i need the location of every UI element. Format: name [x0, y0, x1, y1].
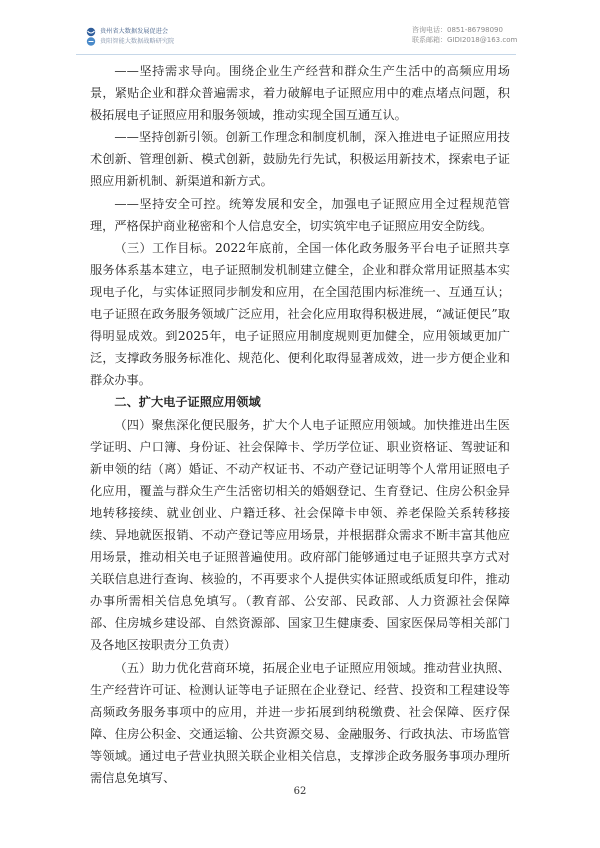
section-heading: 二、扩大电子证照应用领域: [114, 395, 261, 410]
paragraph-innovation: ——坚持创新引领。创新工作理念和制度机制，深入推进电子证照应用技术创新、管理创新、模式创新，鼓励先行先试，积极运用新技术，探索电子证照应用新机制、新渠道和新方式。: [90, 130, 510, 189]
logo-emblem-icon: [84, 27, 98, 47]
logo-line-1: 贵州省大数据发展促进会: [100, 28, 169, 35]
page-number: 62: [293, 786, 307, 797]
contact-info: [412, 25, 517, 45]
document-body: [90, 60, 510, 789]
paragraph-personal-certificates: （四）聚焦深化便民服务，扩大个人电子证照应用领域。加快推进出生医学证明、户口簿、身份证、社会保障卡、学历学位证、职业资格证、驾驶证和新申领的结（离）婚证、不动产权证书、不动产登记证明等个人常用证照电子化应用，覆盖与群众生产生活密切相关的婚姻登记、生育登记、住房公积金异地转移接续、就业创业、户籍迁移、社会保障卡申领、养老保险关系转移接续、异地就医报销、不动产登记等应用场景，并根据群众需求不断丰富其他应用场景，推动相关电子证照普遍使用。政府部门能够通过电子证照共享方式对关联信息进行查询、核验的，不再要求个人提供实体证照或纸质复印件，推动办事所需相关信息免填写。（教育部、公安部、民政部、人力资源社会保障部、住房城乡建设部、自然资源部、国家卫生健康委、国家医保局等相关部门及各地区按职责分工负责）: [90, 417, 510, 653]
paragraph-demand-oriented: ——坚持需求导向。围绕企业生产经营和群众生产生活中的高频应用场景，紧贴企业和群众普遍需求，着力破解电子证照应用中的难点堵点问题，积极拓展电子证照应用和服务领域，推动实现全国互通互认。: [90, 64, 510, 123]
paragraph-security: ——坚持安全可控。统筹发展和安全，加强电子证照应用全过程规范管理，严格保护商业秘密和个人信息安全，切实筑牢电子证照应用安全防线。: [90, 196, 510, 233]
logo-line-2: 贵阳智能大数据战略研究院: [100, 37, 175, 45]
header-divider: [76, 54, 516, 55]
contact-email: 联系邮箱：GIDI2018@163.com: [412, 36, 518, 44]
paragraph-enterprise-certificates: （五）助力优化营商环境，拓展企业电子证照应用领域。推动营业执照、生产经营许可证、检测认证等电子证照在企业登记、经营、投资和工程建设等高频政务服务事项中的应用，并进一步拓展到纳税缴费、社会保障、医疗保障、住房公积金、交通运输、公共资源交易、金融服务、行政执法、市场监管等领域。通过电子营业执照关联企业相关信息，支撑涉企政务服务事项办理所需信息免填写、: [90, 660, 510, 785]
contact-phone: 咨询电话：0851-86798090: [412, 26, 503, 34]
page-header: [0, 0, 600, 56]
paragraph-work-goals: （三）工作目标。2022年底前，全国一体化政务服务平台电子证照共享服务体系基本建立，电子证照制发机制建立健全，企业和群众常用证照基本实现电子化，与实体证照同步制发和应用，在全国范围内标准统一、互通互认；电子证照在政务服务领域广泛应用，社会化应用取得积极进展，“减证便民”取得明显成效。到2025年，电子证照应用制度规则更加健全，应用领域更加广泛，支撑政务服务标准化、规范化、便利化取得显著成效，进一步方便企业和群众办事。: [90, 240, 510, 388]
organization-logo: [84, 26, 194, 50]
